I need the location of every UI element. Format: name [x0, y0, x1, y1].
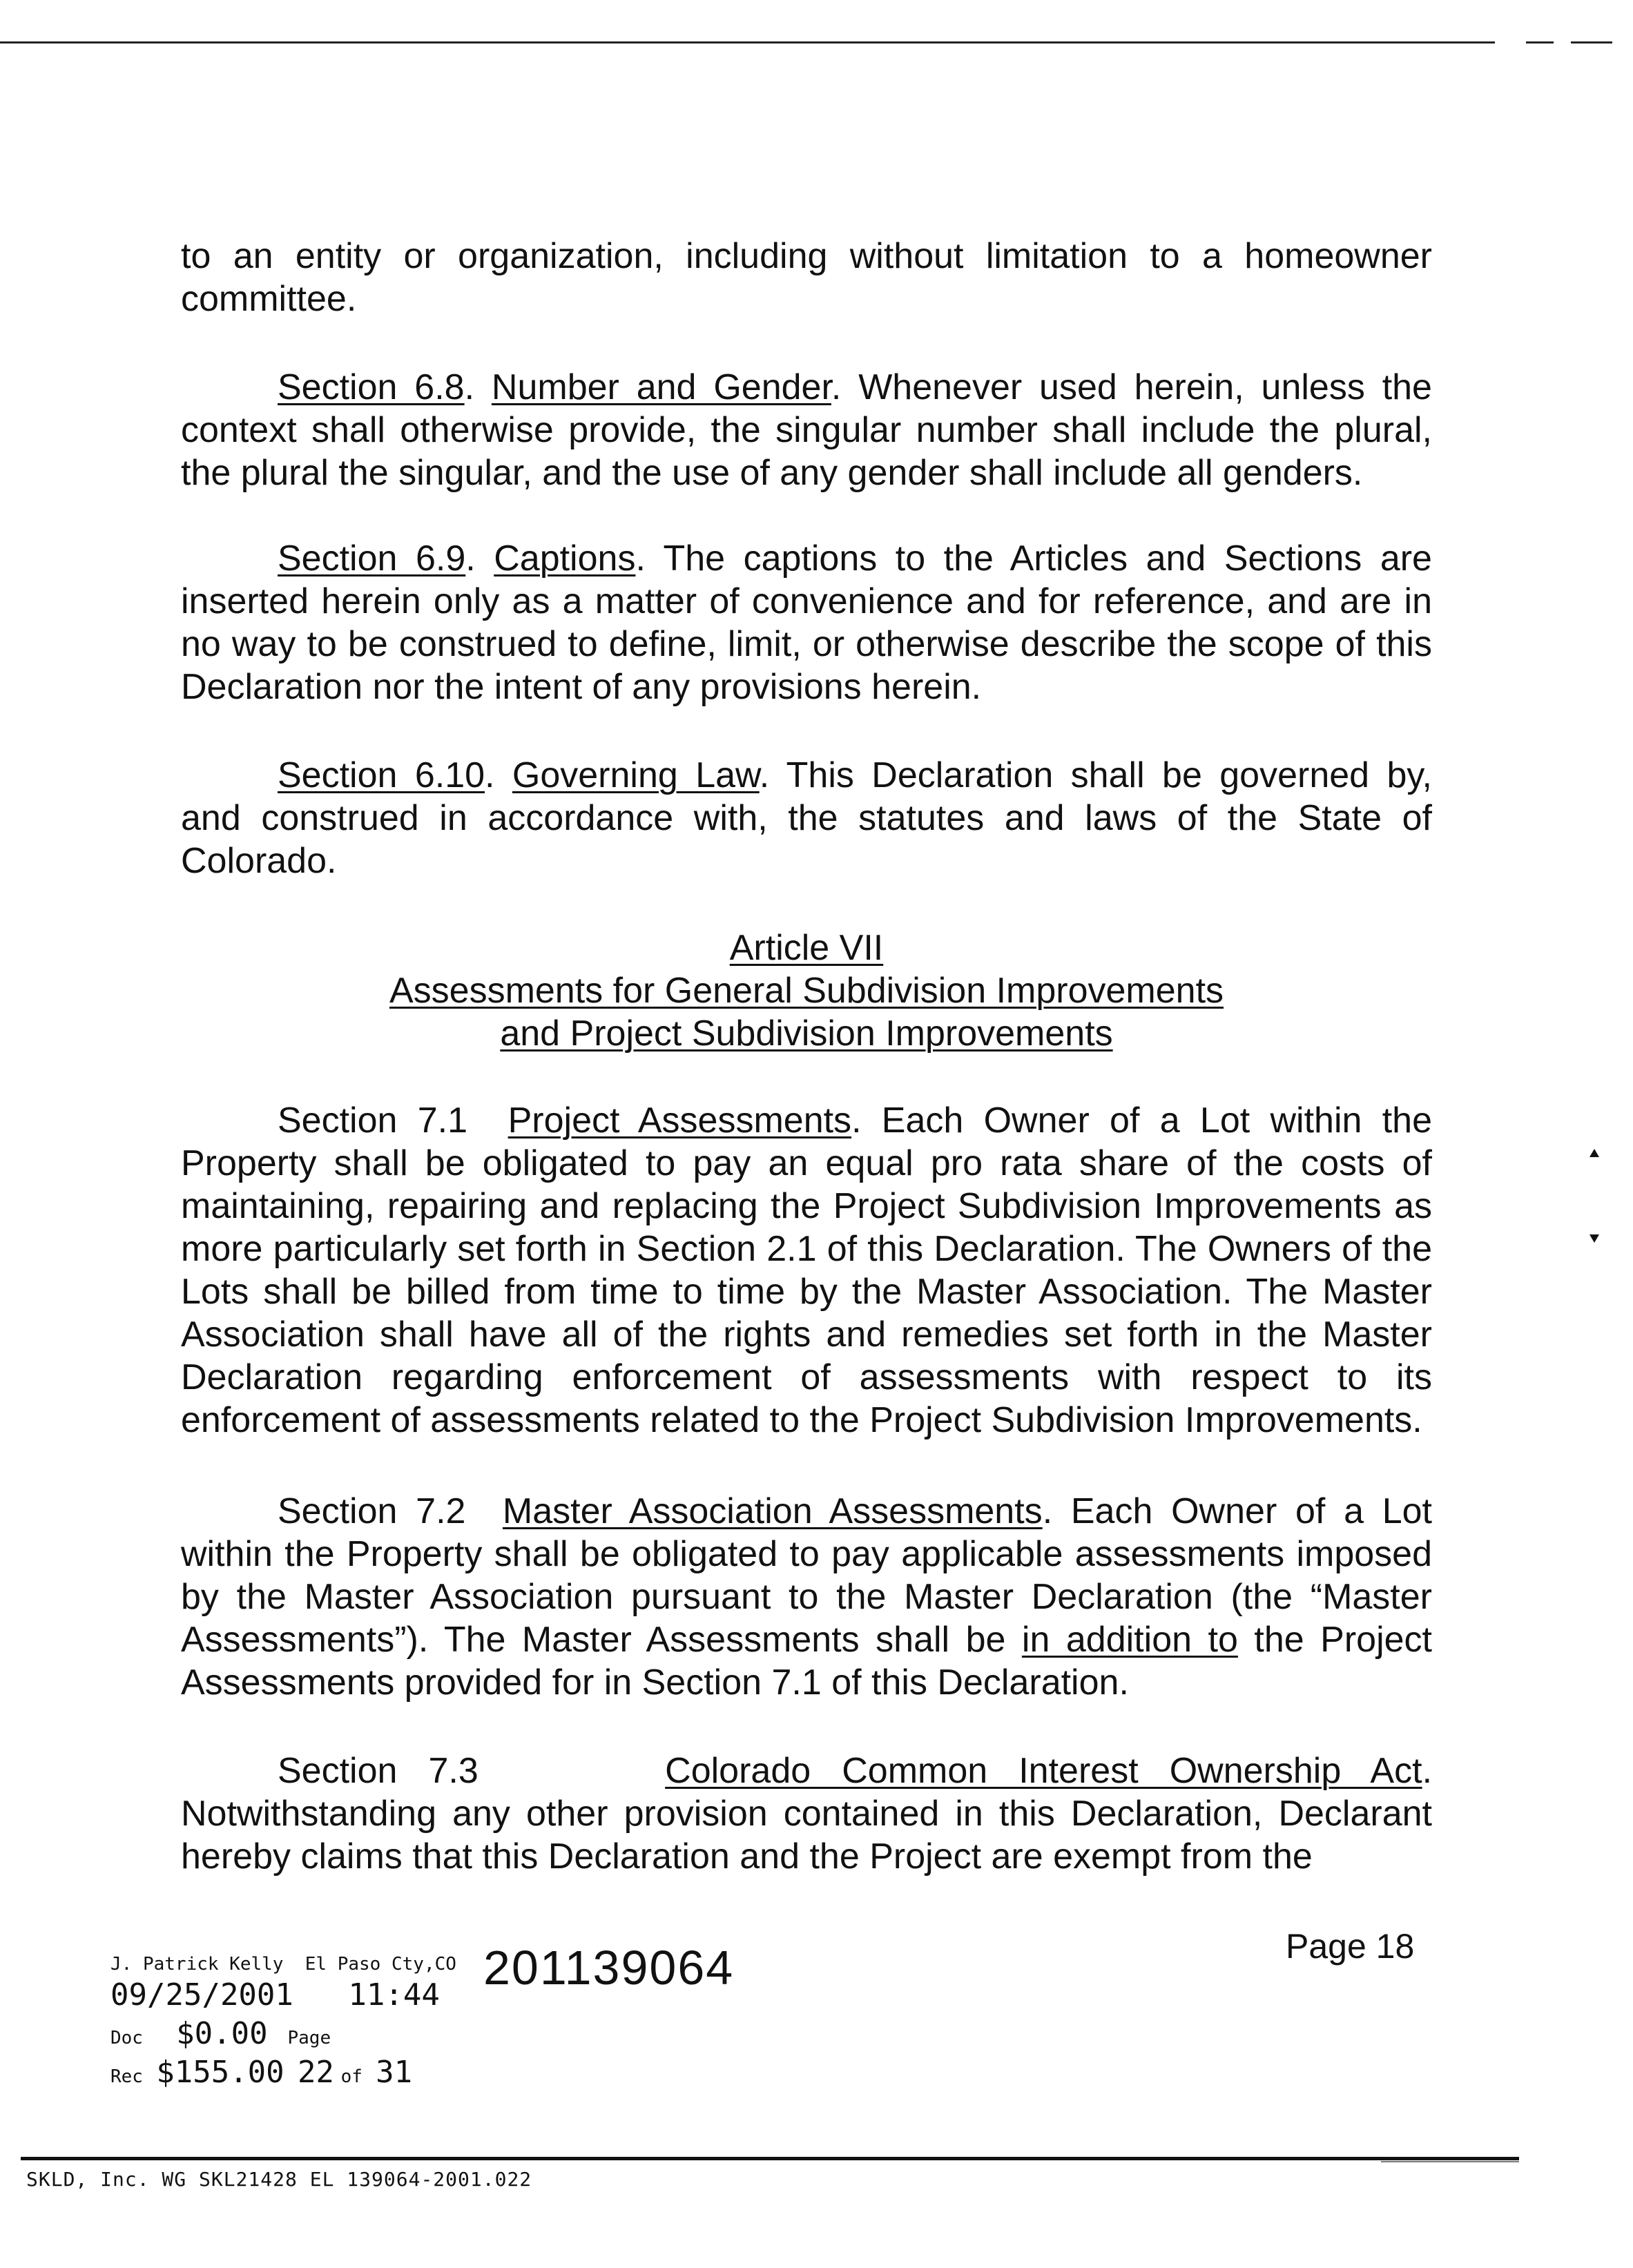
section-6-8 [181, 366, 1432, 494]
top-rule [0, 41, 1495, 43]
page-label: Page [287, 2028, 331, 2048]
section-6-9 [181, 537, 1432, 708]
section-number: Section 6.8 [278, 367, 465, 407]
section-sep: . [465, 539, 494, 579]
article-heading [181, 927, 1432, 1055]
recording-time: 11:44 [348, 1977, 440, 2013]
section-number: Section 6.9 [278, 539, 466, 579]
reception-number: 201139064 [483, 1941, 735, 1995]
doc-fee: $0.00 [176, 2016, 268, 2051]
section-title: Captions [494, 539, 636, 579]
intro-paragraph [181, 235, 1432, 320]
section-text: . Each Owner of a Lot within the Property shall be obligated to pay applicable assessments imposed by the Master Association pursuant to the Master Declaration (the “Master Assessments”). The Master Assessments shall be [181, 1491, 1433, 1660]
intro-text: to an entity or organization, including without limitation to a homeowner committee. [181, 236, 1432, 319]
article-subtitle-line-2: and Project Subdivision Improvements [500, 1014, 1113, 1054]
margin-mark [1589, 1234, 1599, 1243]
section-number: Section 7.3 [278, 1751, 479, 1791]
of-label: of [340, 2066, 363, 2087]
footer-id: SKLD, Inc. WG SKL21428 EL 139064-2001.022 [26, 2168, 532, 2191]
recorder-name: J. Patrick Kelly [110, 1954, 284, 1975]
section-sep: . [485, 755, 512, 795]
stamp-page-total: 31 [376, 2055, 413, 2090]
section-number: Section 6.10 [278, 755, 485, 795]
section-7-2 [181, 1490, 1432, 1704]
county-name: El Paso Cty,CO [305, 1954, 456, 1975]
page-number: Page 18 [1286, 1927, 1415, 1966]
section-7-3 [181, 1750, 1432, 1878]
recording-date: 09/25/2001 [110, 1977, 293, 2013]
section-text: . Notwithstanding any other provision contained in this Declaration, Declarant hereby claims that this Declaration and the Project are exempt from the [181, 1751, 1433, 1877]
section-title: Governing Law [512, 755, 760, 795]
bottom-rule-thin [1381, 2161, 1519, 2162]
section-7-1 [181, 1099, 1432, 1442]
margin-mark [1589, 1149, 1599, 1157]
section-6-10 [181, 754, 1432, 882]
section-text: . The captions to the Articles and Sections are inserted herein only as a matter of convenience and for reference, and are in no way to be construed to define, limit, or otherwise describe the scope of this Declaration nor the intent of any provisions herein. [181, 539, 1432, 707]
section-number: Section 7.2 [278, 1491, 466, 1531]
section-title: Project Assessments [508, 1101, 852, 1141]
top-rule-dash [1526, 41, 1554, 43]
rec-fee: $155.00 [156, 2055, 284, 2090]
article-title: Article VII [729, 928, 884, 968]
section-sep: . [464, 367, 492, 407]
rec-label: Rec [110, 2066, 143, 2087]
section-title: Number and Gender [491, 367, 831, 407]
bottom-rule [21, 2157, 1519, 2160]
section-text: . Whenever used herein, unless the context shall otherwise provide, the singular number shall include the plural, the plural the singular, and the use of any gender shall include all genders. [181, 367, 1432, 493]
top-rule-dash [1571, 41, 1612, 43]
article-subtitle-line-1: Assessments for General Subdivision Improvements [389, 971, 1224, 1011]
section-title: Colorado Common Interest Ownership Act [665, 1751, 1422, 1791]
section-number: Section 7.1 [278, 1101, 468, 1141]
section-text-end: the Project Assessments provided for in Section 7.1 of this Declaration. [181, 1620, 1432, 1703]
section-title: Master Association Assessments [502, 1491, 1043, 1531]
section-text: . Each Owner of a Lot within the Property shall be obligated to pay an equal pro rata share of the costs of maintaining, repairing and replacing the Project Subdivision Improvements as more particularly set forth in Section 2.1 of this Declaration. The Owners of the Lots shall be billed from time to time by the Master Association. The Master Association shall have all of the rights and remedies set forth in the Master Declaration regarding enforcement of assessments with respect to its enforcement of assessments related to the Project Subdivision Improvements. [181, 1101, 1432, 1440]
stamp-page-number: 22 [297, 2055, 334, 2090]
section-text: . This Declaration shall be governed by, and construed in accordance with, the statutes and laws of the State of Colorado. [181, 755, 1432, 881]
emphasis-text: in addition to [1021, 1620, 1238, 1660]
doc-label: Doc [110, 2028, 143, 2048]
